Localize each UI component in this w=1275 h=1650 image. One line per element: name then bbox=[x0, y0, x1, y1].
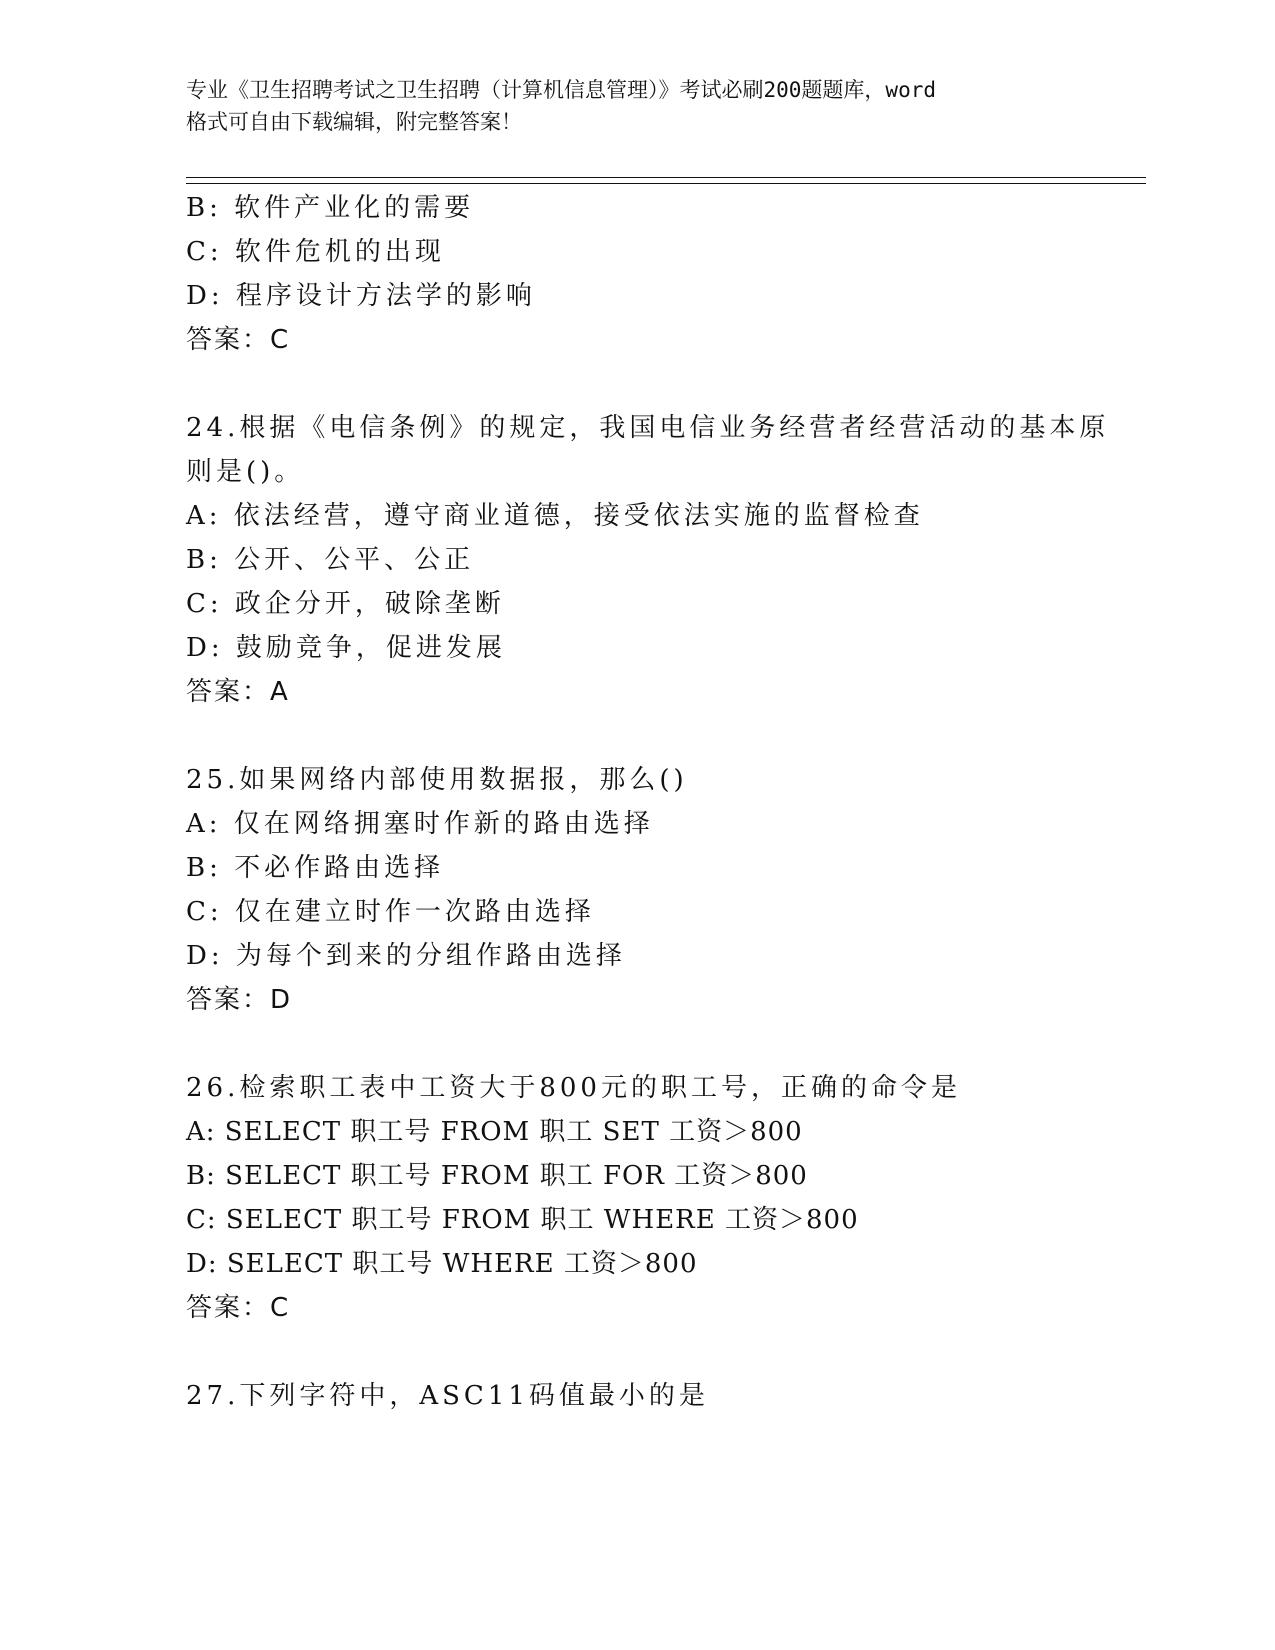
question-25-option-b: B: 不必作路由选择 bbox=[186, 853, 445, 883]
question-26-option-c: C: SELECT 职工号 FROM 职工 WHERE 工资＞800 bbox=[186, 1205, 859, 1235]
header-line-2: 格式可自由下载编辑，附完整答案！ bbox=[186, 110, 522, 134]
question-25-option-a: A: 仅在网络拥塞时作新的路由选择 bbox=[186, 809, 654, 839]
option-d: D: 程序设计方法学的影响 bbox=[186, 281, 536, 311]
question-26-option-b: B: SELECT 职工号 FROM 职工 FOR 工资＞800 bbox=[186, 1161, 808, 1191]
answer-line: 答案：C bbox=[186, 325, 291, 355]
question-25-answer: 答案：D bbox=[186, 985, 293, 1015]
question-26-option-d: D: SELECT 职工号 WHERE 工资＞800 bbox=[186, 1249, 698, 1279]
question-26-option-a: A: SELECT 职工号 FROM 职工 SET 工资＞800 bbox=[186, 1117, 803, 1147]
question-25-option-d: D: 为每个到来的分组作路由选择 bbox=[186, 941, 626, 971]
question-24-answer: 答案：A bbox=[186, 677, 290, 707]
question-24-option-d: D: 鼓励竞争，促进发展 bbox=[186, 633, 506, 663]
question-26-answer: 答案：C bbox=[186, 1293, 291, 1323]
header-divider-bottom bbox=[186, 183, 1146, 184]
option-b: B: 软件产业化的需要 bbox=[186, 193, 475, 223]
question-24-option-c: C: 政企分开，破除垄断 bbox=[186, 589, 505, 619]
question-26-stem: 26.检索职工表中工资大于800元的职工号，正确的命令是 bbox=[186, 1073, 961, 1103]
header-divider-top bbox=[186, 177, 1146, 178]
question-25-stem: 25.如果网络内部使用数据报，那么() bbox=[186, 765, 688, 795]
option-c: C: 软件危机的出现 bbox=[186, 237, 445, 267]
question-24-option-b: B: 公开、公平、公正 bbox=[186, 545, 475, 575]
question-27-stem: 27.下列字符中，ASC11码值最小的是 bbox=[186, 1381, 709, 1411]
question-24-stem-cont: 则是()。 bbox=[186, 457, 305, 487]
question-25-option-c: C: 仅在建立时作一次路由选择 bbox=[186, 897, 595, 927]
document-header bbox=[186, 74, 1096, 138]
header-line-1: 专业《卫生招聘考试之卫生招聘（计算机信息管理）》考试必刷200题题库，word bbox=[186, 78, 936, 102]
question-24-option-a: A: 依法经营，遵守商业道德，接受依法实施的监督检查 bbox=[186, 501, 924, 531]
question-24-stem: 24.根据《电信条例》的规定，我国电信业务经营者经营活动的基本原 bbox=[186, 413, 1110, 443]
